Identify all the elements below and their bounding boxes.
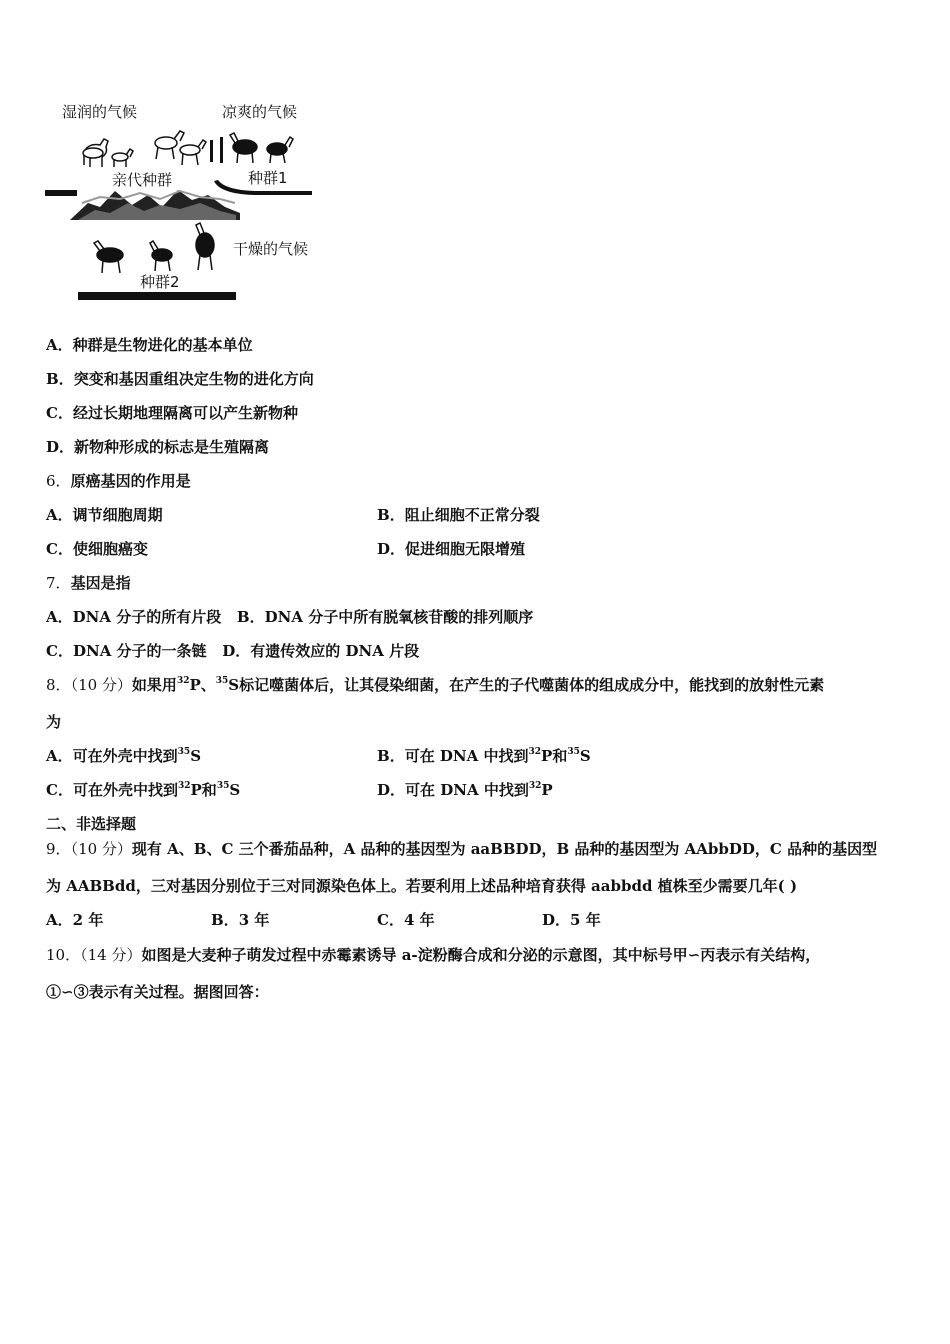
q5-option-b: B．突变和基因重组决定生物的进化方向 — [46, 370, 314, 388]
label-population-1: 种群1 — [248, 169, 288, 187]
q7-options-row-1 — [46, 607, 533, 627]
label-parent-population: 亲代种群 — [112, 171, 173, 189]
left-bar — [45, 190, 77, 196]
q8-option-a: A．可在外壳中找到$^{35}$S — [46, 747, 202, 765]
q7-option-c: C．DNA 分子的一条链 — [46, 642, 207, 660]
label-dry-climate: 干燥的气候 — [233, 240, 309, 258]
speciation-figure — [40, 95, 330, 310]
horse-icon — [94, 241, 123, 273]
q7-option-b: B．DNA 分子中所有脱氧核苷酸的排列顺序 — [236, 608, 534, 626]
horse-icon — [196, 223, 214, 270]
q8-option-b: B．可在 DNA 中找到$^{32}$P和$^{35}$S — [377, 747, 591, 765]
q9-option-c: C．4 年 — [377, 911, 435, 929]
q7-option-d: D．有遗传效应的 DNA 片段 — [222, 642, 420, 660]
horse-icon — [155, 131, 184, 159]
population-2-bar — [78, 292, 236, 300]
q8-option-d: D．可在 DNA 中找到$^{32}$P — [377, 781, 553, 799]
mountain-range — [70, 190, 240, 220]
q8-options-row-2 — [46, 780, 906, 800]
horse-icon-group-parent — [83, 131, 206, 167]
label-humid-climate: 湿润的气候 — [62, 103, 138, 121]
q10-stem: 10．（14 分）如图是大麦种子萌发过程中赤霉素诱导 a-淀粉酶合成和分泌的示意图，其中标号甲∽丙表示有关结构， — [46, 946, 821, 964]
q9-option-d: D．5 年 — [542, 911, 601, 929]
horse-icon — [180, 140, 206, 165]
q9-stem: 9．（10 分）现有 A、B、C 三个番茄品种，A 品种的基因型为 aaBBDD，B 品种的基因型为 AAbbDD，C 品种的基因型 — [46, 840, 878, 858]
q8-options-row-1 — [46, 746, 906, 766]
label-population-2: 种群2 — [140, 273, 180, 291]
q6-option-c: C．使细胞癌变 — [46, 540, 148, 558]
q6-option-d: D．促进细胞无限增殖 — [377, 540, 526, 558]
horse-icon — [83, 139, 108, 167]
q7-stem: 7．基因是指 — [46, 574, 131, 592]
label-cool-climate: 凉爽的气候 — [222, 103, 298, 121]
q5-option-a: A．种群是生物进化的基本单位 — [46, 336, 253, 354]
horse-icon — [112, 149, 133, 167]
q10-stem-continued: ①∽③表示有关过程。据图回答： — [46, 983, 269, 1001]
q6-option-b: B．阻止细胞不正常分裂 — [377, 506, 540, 524]
horse-icon-group-population-1 — [230, 133, 293, 163]
q5-option-d: D．新物种形成的标志是生殖隔离 — [46, 438, 270, 456]
speciation-diagram — [40, 95, 330, 310]
q7-option-a: A．DNA 分子的所有片段 — [46, 608, 222, 626]
q5-option-c: C．经过长期地理隔离可以产生新物种 — [46, 404, 298, 422]
horse-icon — [230, 133, 257, 163]
section-title: 二、非选择题 — [46, 815, 137, 833]
q6-options-row-2 — [46, 539, 906, 559]
q9-option-b: B．3 年 — [211, 911, 270, 929]
horse-icon-group-population-2 — [94, 223, 214, 273]
horse-icon — [150, 241, 172, 271]
q6-stem: 6．原癌基因的作用是 — [46, 472, 191, 490]
horse-icon — [267, 137, 293, 163]
q9-option-a: A．2 年 — [46, 911, 104, 929]
q8-option-c: C．可在外壳中找到$^{32}$P和$^{35}$S — [46, 781, 241, 799]
q8-stem: 8．（10 分）如果用$^{32}$P、$^{35}$S标记噬菌体后，让其侵染细菌，在产生的子代噬菌体的组成成分中，能找到的放射性元素 — [46, 676, 825, 694]
q9-stem-continued: 为 AABBdd，三对基因分别位于三对同源染色体上。若要利用上述品种培育获得 aabbdd 植株至少需要几年( ) — [46, 877, 798, 895]
q6-options-row-1 — [46, 505, 906, 525]
q8-stem-continued: 为 — [46, 713, 62, 731]
q6-option-a: A．调节细胞周期 — [46, 506, 163, 524]
q7-options-row-2 — [46, 641, 419, 661]
